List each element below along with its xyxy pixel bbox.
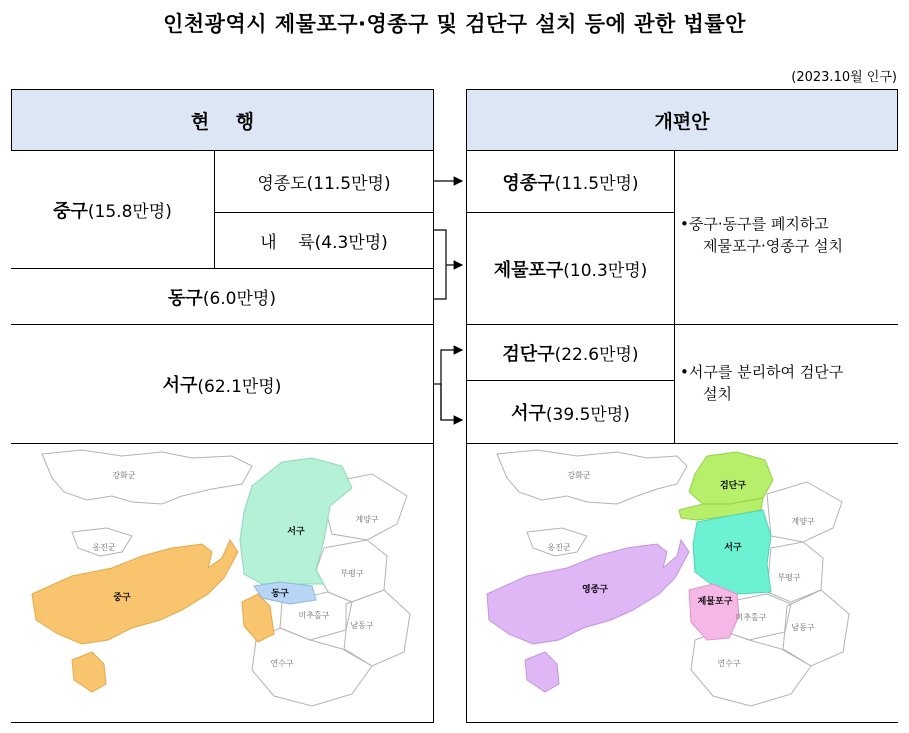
yeongjonggu-name: 영종구 — [502, 172, 555, 194]
note-jung-dong-line1: •중구·동구를 폐지하고 — [680, 215, 829, 233]
label-yeongjong: 영종구 — [581, 585, 609, 595]
jung-region — [32, 540, 238, 644]
jemulpo-name: 제물포구 — [493, 259, 564, 281]
label-gyeyang-r: 계양구 — [791, 517, 815, 526]
label-michuhol: 미추홀구 — [298, 611, 330, 620]
label-yeonsu: 연수구 — [270, 659, 294, 668]
gyeyang-outline-r — [767, 482, 842, 542]
note-seo-line2: 설치 — [703, 385, 732, 403]
population-date-note: (2023.10월 인구) — [791, 70, 897, 85]
naeryuk-text: 내 륙(4.3만명) — [260, 233, 388, 253]
label-namdong: 남동구 — [350, 621, 374, 630]
arrow-seo-split — [434, 350, 462, 420]
geomdan-region — [689, 452, 773, 504]
seogu-population: (39.5만명) — [545, 404, 630, 425]
ganghwa-outline — [42, 450, 252, 504]
dong-population: (6.0만명) — [202, 289, 276, 309]
label-seogu-r: 서구 — [724, 543, 742, 553]
jung-island-region — [72, 652, 106, 692]
label-yeonsu-r: 연수구 — [717, 659, 741, 668]
yeongjonggu-population: (11.5만명) — [554, 174, 639, 194]
note-seo-line1: •서구를 분리하여 검단구 — [680, 363, 844, 381]
current-district-map — [12, 444, 432, 722]
yeongjong-island-region — [525, 652, 559, 692]
jemulpo-region — [689, 584, 739, 640]
document-title: 인천광역시 제물포구·영종구 및 검단구 설치 등에 관한 법률안 — [163, 12, 746, 36]
label-gyeyang: 계양구 — [355, 515, 379, 524]
label-ganghwa-r: 강화군 — [567, 471, 591, 480]
dong-name: 동구 — [168, 287, 203, 309]
geomdan-name: 검단구 — [502, 343, 555, 365]
label-jung: 중구 — [113, 593, 131, 603]
seo-name: 서구 — [162, 375, 198, 396]
label-ganghwa: 강화군 — [112, 471, 136, 480]
proposed-district-map — [467, 444, 897, 722]
geomdan-population: (22.6만명) — [554, 345, 639, 365]
label-dong: 동구 — [271, 589, 289, 599]
label-ongjin: 옹진군 — [92, 543, 116, 552]
jung-inland-region — [242, 594, 274, 642]
jung-name: 중구 — [53, 200, 88, 222]
label-seo: 서구 — [287, 527, 305, 537]
label-bupyeong: 부평구 — [340, 569, 364, 578]
note-jung-dong-line2: 제물포구·영종구 설치 — [703, 237, 843, 255]
jemulpo-population: (10.3만명) — [563, 261, 648, 281]
ganghwa-outline-r — [497, 450, 687, 504]
label-namdong-r: 남동구 — [791, 623, 815, 632]
seo-population: (62.1만명) — [197, 376, 282, 397]
label-jemulpo: 제물포구 — [697, 597, 733, 607]
arrow-jemulpo-bracket — [434, 230, 462, 299]
seo-region — [240, 458, 352, 584]
current-header-label: 현 행 — [190, 110, 255, 133]
yeonsu-outline-r — [691, 630, 811, 706]
label-ongjin-r: 옹진군 — [547, 543, 571, 552]
label-bupyeong-r: 부평구 — [777, 573, 801, 582]
proposal-header-label: 개편안 — [654, 110, 710, 133]
label-michuhol-r: 미추홀구 — [735, 613, 767, 622]
yeongjongdo-text: 영종도(11.5만명) — [257, 174, 391, 194]
seogu-name: 서구 — [511, 403, 546, 424]
label-geomdan: 검단구 — [719, 481, 747, 491]
jung-population: (15.8만명) — [87, 202, 172, 222]
